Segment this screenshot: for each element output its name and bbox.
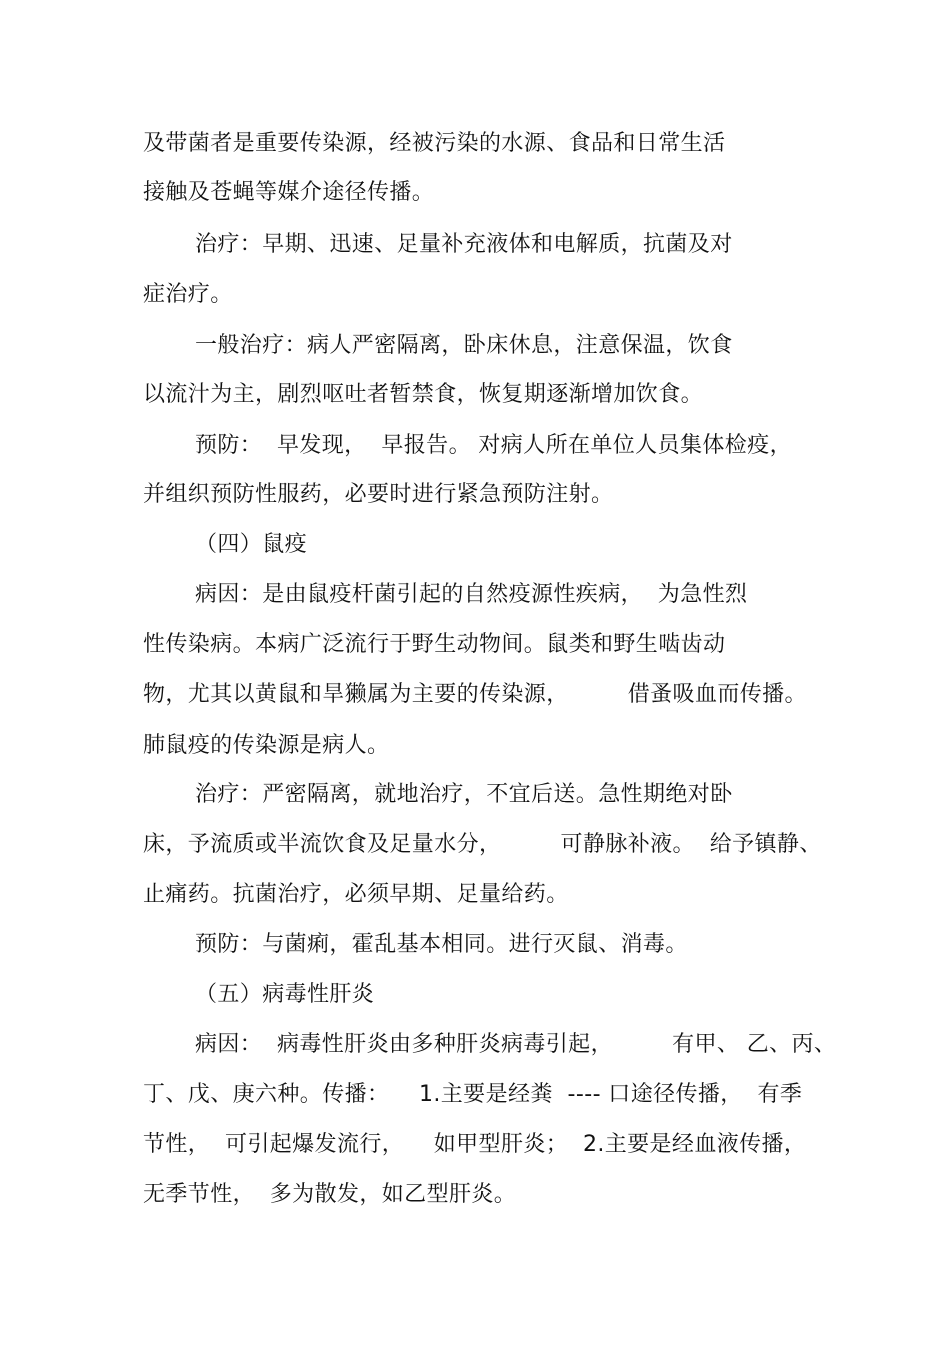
text-line: 无季节性， 多为散发，如乙型肝炎。 (143, 1182, 517, 1207)
text-line: 床，予流质或半流饮食及足量水分， 可静脉补液。 给予镇静、 (143, 832, 822, 857)
text-line: 以流汁为主，剧烈呕吐者暂禁食，恢复期逐渐增加饮食。 (143, 382, 704, 407)
text-line: 肺鼠疫的传染源是病人。 (143, 733, 390, 758)
text-line: 性传染病。本病广泛流行于野生动物间。鼠类和野生啮齿动 (143, 632, 726, 657)
section-heading: （五）病毒性肝炎 (195, 982, 375, 1007)
section-heading: （四）鼠疫 (195, 532, 308, 557)
text-line: 及带菌者是重要传染源，经被污染的水源、食品和日常生活 (143, 131, 726, 156)
text-line: 病因： 病毒性肝炎由多种肝炎病毒引起， 有甲、 乙、丙、 (195, 1032, 837, 1057)
text-line: 治疗：严密隔离，就地治疗，不宜后送。急性期绝对卧 (195, 782, 733, 807)
text-line: 节性， 可引起爆发流行， 如甲型肝炎； 2.主要是经血液传播， (143, 1132, 807, 1157)
text-line: 一般治疗：病人严密隔离，卧床休息，注意保温，饮食 (195, 333, 733, 358)
text-line: 接触及苍蝇等媒介途径传播。 (143, 180, 435, 205)
text-line: 并组织预防性服药，必要时进行紧急预防注射。 (143, 482, 614, 507)
text-line: 止痛药。抗菌治疗，必须早期、足量给药。 (143, 882, 569, 907)
text-line: 物，尤其以黄鼠和旱獭属为主要的传染源， 借蚤吸血而传播。 (143, 682, 807, 707)
text-line: 预防： 早发现， 早报告。 对病人所在单位人员集体检疫， (195, 433, 792, 458)
text-line: 治疗：早期、迅速、足量补充液体和电解质，抗菌及对 (195, 232, 733, 257)
text-line: 病因：是由鼠疫杆菌引起的自然疫源性疾病， 为急性烈 (195, 582, 748, 607)
text-line: 症治疗。 (143, 282, 233, 307)
text-line: 丁、戊、庚六种。传播： 1.主要是经粪 ---- 口途径传播， 有季 (143, 1082, 803, 1107)
text-line: 预防：与菌痢，霍乱基本相同。进行灭鼠、消毒。 (195, 932, 688, 957)
